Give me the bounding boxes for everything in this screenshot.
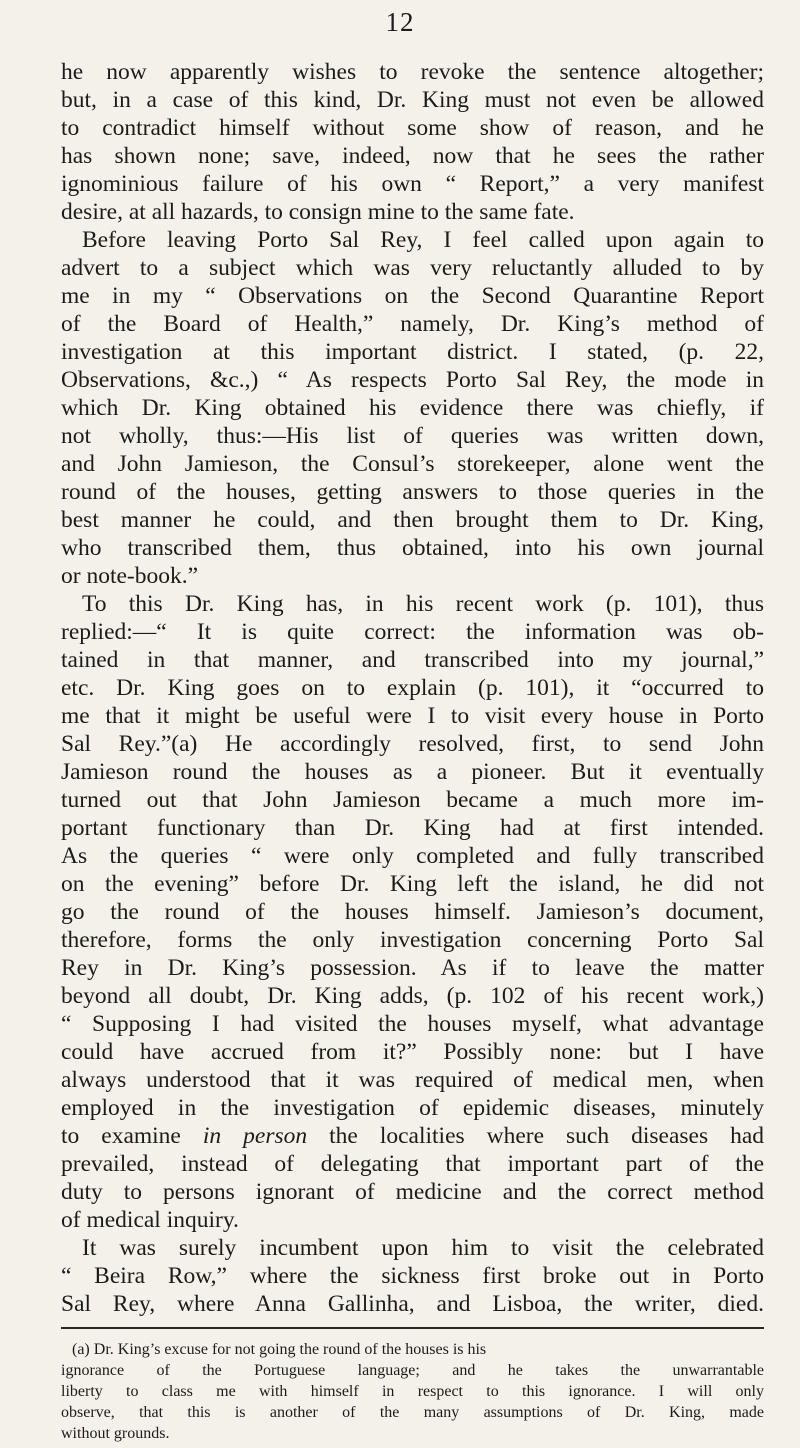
text-line: has shown none; save, indeed, now that he sees the rather xyxy=(61,143,764,169)
footnote-line: without grounds. xyxy=(61,1425,170,1442)
text-line: prevailed, instead of delegating that important part of the xyxy=(61,1151,764,1177)
text-line: and John Jamieson, the Consul’s storekeeper, alone went the xyxy=(61,451,764,477)
text-line: who transcribed them, thus obtained, into his own journal xyxy=(61,535,764,561)
paragraph-start-line: To this Dr. King has, in his recent work (p. 101), thus xyxy=(82,591,764,617)
text-line: me that it might be useful were I to visit every house in Porto xyxy=(61,703,764,729)
text-line: to contradict himself without some show of reason, and he xyxy=(61,115,764,141)
text-line: advert to a subject which was very reluctantly alluded to by xyxy=(61,255,764,281)
footnote-divider xyxy=(61,1327,764,1329)
text-line: on the evening” before Dr. King left the island, he did not xyxy=(61,871,764,897)
text-line: Jamieson round the houses as a pioneer. But it eventually xyxy=(61,759,764,785)
text-line: not wholly, thus:—His list of queries was written down, xyxy=(61,423,764,449)
text-line: etc. Dr. King goes on to explain (p. 101), it “occurred to xyxy=(61,675,764,701)
page-number: 12 xyxy=(385,7,415,37)
text-line: round of the houses, getting answers to those queries in the xyxy=(61,479,764,505)
text-line: tained in that manner, and transcribed into my journal,” xyxy=(61,647,764,673)
paragraph-start-line: Before leaving Porto Sal Rey, I feel called upon again to xyxy=(82,227,764,253)
text-line: could have accrued from it?” Possibly none: but I have xyxy=(61,1039,764,1065)
text-line: replied:—“ It is quite correct: the information was ob- xyxy=(61,619,764,645)
text-line: therefore, forms the only investigation concerning Porto Sal xyxy=(61,927,764,953)
text-line: portant functionary than Dr. King had at first intended. xyxy=(61,815,764,841)
text-line: which Dr. King obtained his evidence there was chiefly, if xyxy=(61,395,764,421)
text-line xyxy=(61,1122,764,1150)
text-line: “ Supposing I had visited the houses myself, what advantage xyxy=(61,1011,764,1037)
text-line: Rey in Dr. King’s possession. As if to leave the matter xyxy=(61,955,764,981)
text-line: beyond all doubt, Dr. King adds, (p. 102 of his recent work,) xyxy=(61,983,764,1009)
text-line: he now apparently wishes to revoke the sentence altogether; xyxy=(61,59,764,85)
text-line: Sal Rey.”(a) He accordingly resolved, first, to send John xyxy=(61,731,764,757)
footnote-line: (a) Dr. King’s excuse for not going the round of the houses is his xyxy=(72,1341,487,1358)
text-line: or note-book.” xyxy=(61,563,199,589)
text-line: always understood that it was required of medical men, when xyxy=(61,1067,764,1093)
text-line: of medical inquiry. xyxy=(61,1207,239,1233)
footnote-line: ignorance of the Portuguese language; and he takes the unwarrantable xyxy=(61,1362,764,1379)
text-line: turned out that John Jamieson became a much more im- xyxy=(61,787,764,813)
text-line: of the Board of Health,” namely, Dr. King’s method of xyxy=(61,311,764,337)
text-line: Sal Rey, where Anna Gallinha, and Lisboa, the writer, died. xyxy=(61,1291,764,1317)
footnote-line: observe, that this is another of the many assumptions of Dr. King, made xyxy=(61,1404,764,1421)
text-run: to examine xyxy=(61,1123,181,1149)
text-line: employed in the investigation of epidemic diseases, minutely xyxy=(61,1095,764,1121)
text-line: but, in a case of this kind, Dr. King must not even be allowed xyxy=(61,87,764,113)
text-line: desire, at all hazards, to consign mine to the same fate. xyxy=(61,199,575,225)
text-line: duty to persons ignorant of medicine and the correct method xyxy=(61,1179,764,1205)
text-line: “ Beira Row,” where the sickness first broke out in Porto xyxy=(61,1263,764,1289)
text-line: As the queries “ were only completed and fully transcribed xyxy=(61,843,764,869)
text-run: the localities where such diseases had xyxy=(329,1123,765,1149)
paragraph-start-line: It was surely incumbent upon him to visit the celebrated xyxy=(82,1235,764,1261)
text-line: best manner he could, and then brought them to Dr. King, xyxy=(61,507,764,533)
text-line: me in my “ Observations on the Second Quarantine Report xyxy=(61,283,764,309)
text-line: investigation at this important district. I stated, (p. 22, xyxy=(61,339,764,365)
text-line: ignominious failure of his own “ Report,” a very manifest xyxy=(61,171,764,197)
italic-emphasis: in person xyxy=(202,1123,308,1149)
footnote-line: liberty to class me with himself in respect to this ignorance. I will only xyxy=(61,1383,764,1400)
text-line: go the round of the houses himself. Jamieson’s document, xyxy=(61,899,764,925)
text-line: Observations, &c.,) “ As respects Porto Sal Rey, the mode in xyxy=(61,367,764,393)
